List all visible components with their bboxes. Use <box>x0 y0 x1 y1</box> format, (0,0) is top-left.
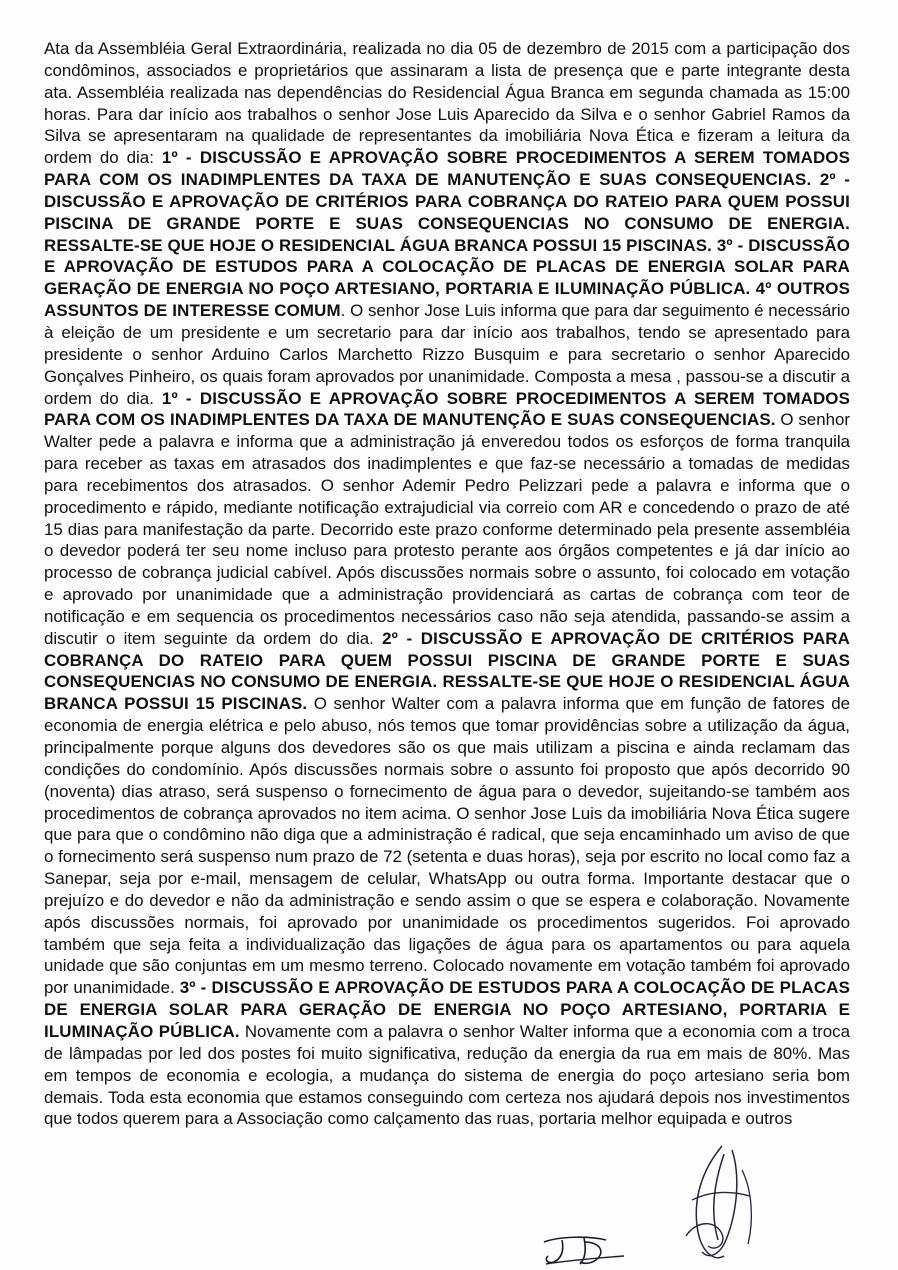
signature-rubric-right <box>662 1140 772 1268</box>
item-3-heading: 3º - DISCUSSÃO E APROVAÇÃO DE ESTUDOS PARA A COLOCAÇÃO DE PLACAS DE ENERGIA SOLAR PARA GERAÇÃO DE ENERGIA NO POÇO ARTESIANO, PORTARIA E ILUMINAÇÃO PÚBLICA. <box>44 978 851 1041</box>
body-text: O senhor Walter com a palavra informa que em função de fatores de economia de energia elétrica e pelo abuso, nós temos que tomar providências sobre a utilização da água, principalmente porque alguns dos devedores são os que mais utilizam a piscina e ainda reclamam das condições do condomínio. Após discussões normais sobre o assunto foi proposto que após decorrido 90 (noventa) dias atraso, será suspenso o fornecimento de água para o devedor, sujeitando-se também aos procedimentos de cobrança aprovados no item acima. O senhor Jose Luis da imobiliária Nova Ética sugere que para que o condômino não diga que a administração é radical, que seja encaminhado um aviso de que o fornecimento será suspenso num prazo de 72 (setenta e duas horas), seja por escrito no local como faz a Sanepar, seja por e-mail, mensagem de celular, WhatsApp ou outra forma. Importante destacar que o prejuízo e do devedor e não da administração e sendo assim o que se espera e colaboração. Novamente após discussões normais, foi aprovado por unanimidade os procedimentos sugeridos. Foi aprovado também que seja feita a individualização das ligações de água para os apartamentos ou para aquela unidade que são conjuntas em um mesmo terreno. Colocado novamente em votação também foi aprovado por unanimidade. <box>44 694 850 998</box>
minutes-body <box>44 38 850 1130</box>
item-2-heading: 2º - DISCUSSÃO E APROVAÇÃO DE CRITÉRIOS PARA COBRANÇA DO RATEIO PARA QUEM POSSUI PISCINA DE GRANDE PORTE E SUAS CONSEQUENCIAS NO CONSUMO DE ENERGIA. RESSALTE-SE QUE HOJE O RESIDENCIAL ÁGUA BRANCA POSSUI 15 PISCINAS. <box>44 628 851 714</box>
body-text: . O senhor Jose Luis informa que para dar seguimento é necessário à eleição de um presidente e um secretario para dar início aos trabalhos, tendo se apresentado para presidente o senhor Arduino Carlos Marchetto Rizzo Busquim e para secretario o senhor Aparecido Gonçalves Pinheiro, os quais foram aprovados por unanimidade. Composta a mesa , passou-se a discutir a ordem do dia. <box>44 301 850 408</box>
body-text: Novamente com a palavra o senhor Walter informa que a economia com a troca de lâmpadas por led dos postes foi muito significativa, redução da energia da rua em mais de 80%. Mas em tempos de economia e ecologia, a mudança do sistema de energia do poço artesiano seria bom demais. Toda esta economia que estamos conseguindo com certeza nos ajudará depois nos investimentos que todos querem para a Associação como calçamento das ruas, portaria melhor equipada e outros <box>44 1021 850 1129</box>
item-1-heading: 1º - DISCUSSÃO E APROVAÇÃO SOBRE PROCEDIMENTOS A SEREM TOMADOS PARA COM OS INADIMPLENTES DA TAXA DE MANUTENÇÃO E SUAS CONSEQUENCIAS. <box>44 388 850 430</box>
signature-rubric-left <box>540 1228 630 1268</box>
body-text: Ata da Assembléia Geral Extraordinária, realizada no dia 05 de dezembro de 2015 com a participação dos condôminos, associados e proprietários que assinaram a lista de presença que e parte integrante desta ata. Assembléia realizada nas dependências do Residencial Água Branca em segunda chamada as 15:00 horas. Para dar início aos trabalhos o senhor Jose Luis Aparecido da Silva e o senhor Gabriel Ramos da Silva se apresentaram na qualidade de representantes da imobiliária Nova Ética e fizeram a leitura da ordem do dia: <box>44 39 850 168</box>
body-text: O senhor Walter pede a palavra e informa que a administração já enveredou todos os esforços de forma tranquila para receber as taxas em atrasados dos inadimplentes e que faz-se necessário a tomadas de medidas para recebimentos dos atrasados. O senhor Ademir Pedro Pelizzari pede a palavra e informa que o procedimento e rápido, mediante notificação extrajudicial via correio com AR e concedendo o prazo de até 15 dias para manifestação da parte. Decorrido este prazo conforme determinado pela presente assembléia o devedor poderá ter seu nome incluso para protesto perante aos órgãos competentes e já dar início ao processo de cobrança judicial cabível. Após discussões normais sobre o assunto, foi colocado em votação e aprovado por unanimidade que a administração providenciará as cartas de cobrança com teor de notificação e em sequencia os procedimentos necessários caso não seja atendida, passando-se assim a discutir o item seguinte da ordem do dia. <box>44 410 850 648</box>
agenda-items: 1º - DISCUSSÃO E APROVAÇÃO SOBRE PROCEDIMENTOS A SEREM TOMADOS PARA COM OS INADIMPLENTES DA TAXA DE MANUTENÇÃO E SUAS CONSEQUENCIAS. 2º - DISCUSSÃO E APROVAÇÃO DE CRITÉRIOS PARA COBRANÇA DO RATEIO PARA QUEM POSSUI PISCINA DE GRANDE PORTE E SUAS CONSEQUENCIAS NO CONSUMO DE ENERGIA. RESSALTE-SE QUE HOJE O RESIDENCIAL ÁGUA BRANCA POSSUI 15 PISCINAS. 3º - DISCUSSÃO E APROVAÇÃO DE ESTUDOS PARA A COLOCAÇÃO DE PLACAS DE ENERGIA SOLAR PARA GERAÇÃO DE ENERGIA NO POÇO ARTESIANO, PORTARIA E ILUMINAÇÃO PÚBLICA. 4º OUTROS ASSUNTOS DE INTERESSE COMUM <box>44 148 850 321</box>
